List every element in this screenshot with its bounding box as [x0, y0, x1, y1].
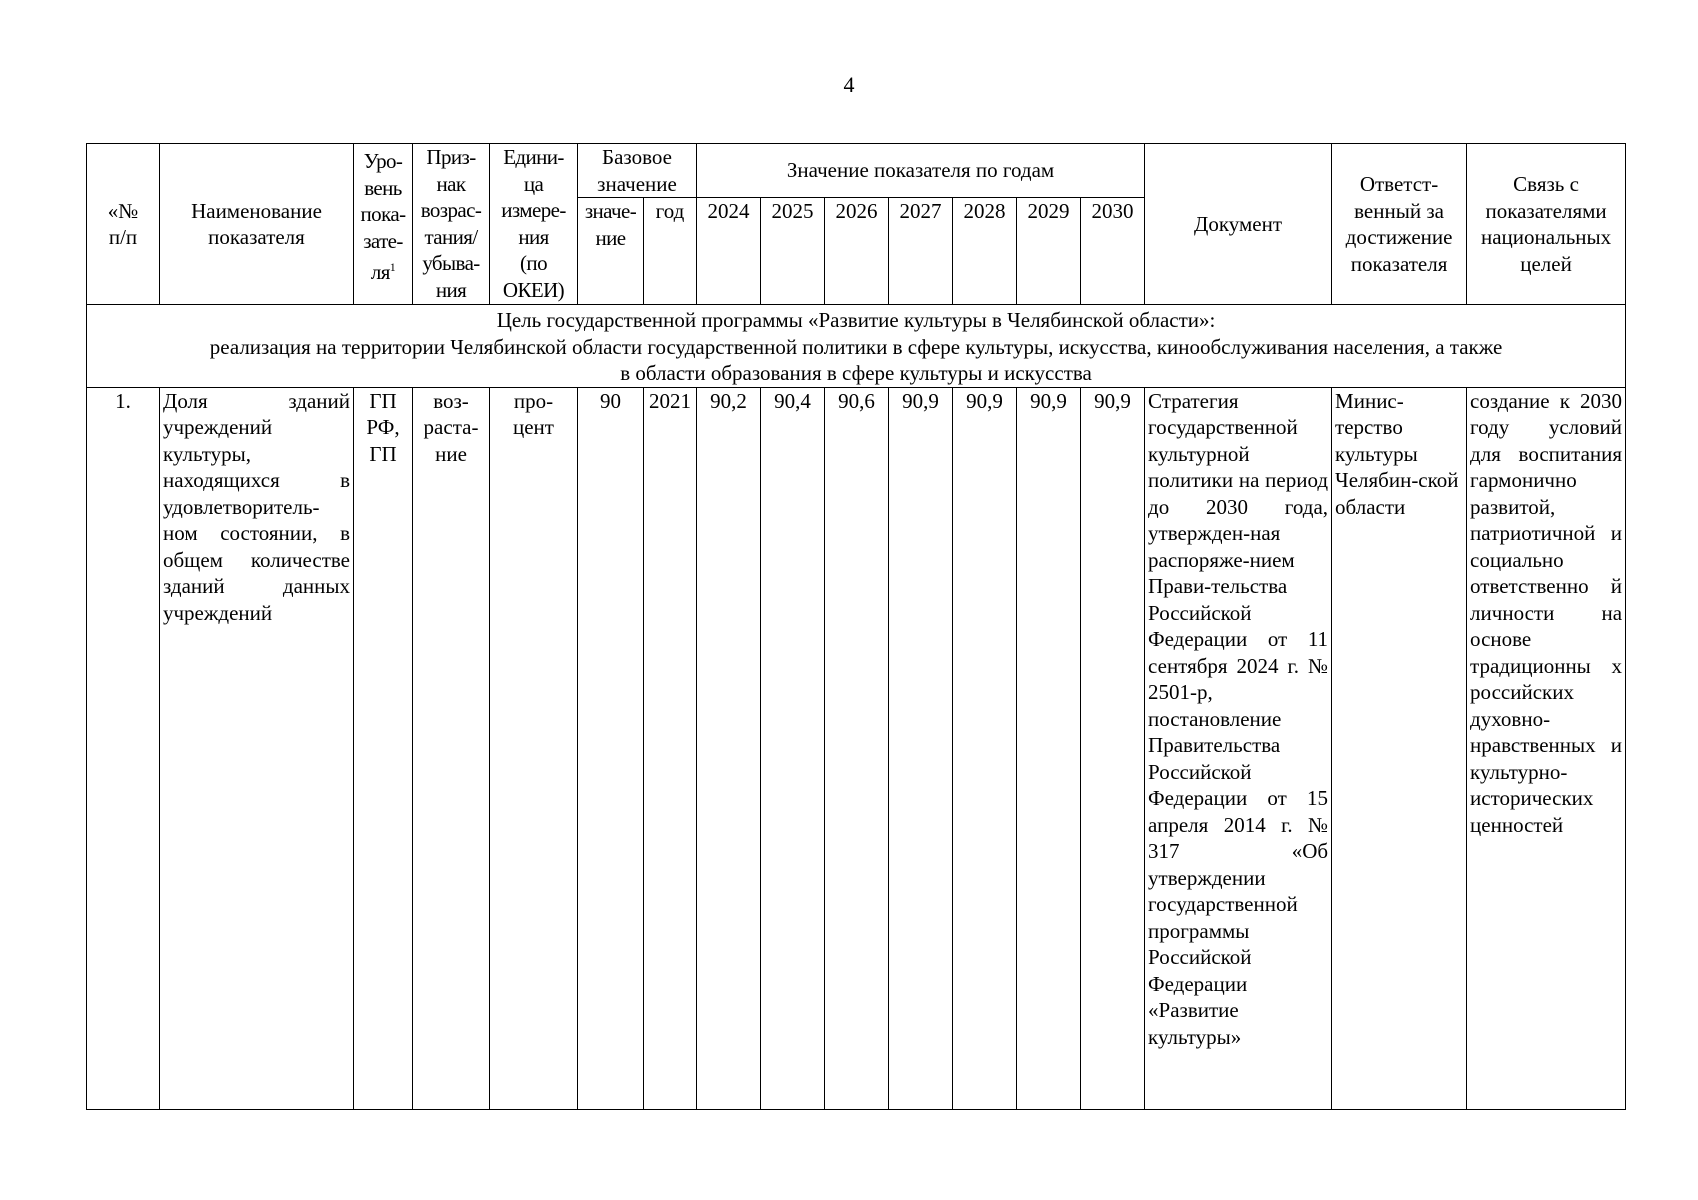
header-num: «№ п/п: [87, 144, 160, 305]
goal-row: [87, 305, 1626, 388]
cell-name: Доля зданий учреждений культуры, находящихся в удовлетворитель-ном состоянии, в общем количестве зданий данных учреждений: [160, 387, 354, 1109]
header-level: Уро- вень пока- зате- $ля^1$: [354, 144, 413, 305]
header-year-2029: 2029: [1017, 198, 1081, 305]
cell-value-2029: 90,9: [1017, 387, 1081, 1109]
header-name: Наименование показателя: [160, 144, 354, 305]
header-year-2025: 2025: [761, 198, 825, 305]
cell-responsible: Минис-терство культуры Челябин-ской области: [1332, 387, 1467, 1109]
cell-unit: про- цент: [490, 387, 578, 1109]
header-document: Документ: [1145, 144, 1332, 305]
header-year-2026: 2026: [825, 198, 889, 305]
header-year-2024: 2024: [697, 198, 761, 305]
header-sign: Приз- нак возрас- тания/ убыва- ния: [413, 144, 490, 305]
header-year-2028: 2028: [953, 198, 1017, 305]
cell-value-2024: 90,2: [697, 387, 761, 1109]
header-years-group: Значение показателя по годам: [697, 144, 1145, 198]
header-responsible: Ответст- венный за достижение показателя: [1332, 144, 1467, 305]
header-year-2027: 2027: [889, 198, 953, 305]
cell-base-value: 90: [578, 387, 644, 1109]
header-base: Базовое значение: [578, 144, 697, 198]
cell-base-year: 2021: [644, 387, 697, 1109]
header-link: Связь с показателями национальных целей: [1467, 144, 1626, 305]
header-base-year: год: [644, 198, 697, 305]
header-base-value: значе- ние: [578, 198, 644, 305]
cell-document: Стратегия государственной культурной политики на период до 2030 года, утвержден-ная распоряже-нием Прави-тельства Российской Федерации от 11 сентября 2024 г. № 2501-р, постановление Правительства Российской Федерации от 15 апреля 2014 г. № 317 «Об утверждении государственной программы Российской Федерации «Развитие культуры»: [1145, 387, 1332, 1109]
indicators-table: [86, 143, 1626, 1110]
goal-line-1: Цель государственной программы «Развитие культуры в Челябинской области»:: [496, 308, 1216, 332]
header-year-2030: 2030: [1081, 198, 1145, 305]
table-row: [87, 387, 1626, 1109]
goal-line-2: реализация на территории Челябинской области государственной политики в сфере культуры, искусства, кинообслуживания населения, а также: [209, 334, 1503, 359]
cell-num: 1.: [87, 387, 160, 1109]
goal-line-3: в области образования в сфере культуры и искусства: [620, 361, 1092, 385]
cell-sign: воз- раста- ние: [413, 387, 490, 1109]
cell-value-2027: 90,9: [889, 387, 953, 1109]
header-row-1: [87, 144, 1626, 198]
cell-link: создание к 2030 году условий для воспитания гармонично развитой, патриотичной и социально ответственно й личности на основе традиционны х российских духовно-нравственных и культурно-исторических ценностей: [1467, 387, 1626, 1109]
cell-value-2028: 90,9: [953, 387, 1017, 1109]
cell-value-2026: 90,6: [825, 387, 889, 1109]
page-number: 4: [843, 72, 855, 97]
header-unit: Едини- ца измере- ния (по ОКЕИ): [490, 144, 578, 305]
program-goal: [87, 305, 1626, 388]
cell-value-2030: 90,9: [1081, 387, 1145, 1109]
cell-level: ГП РФ, ГП: [354, 387, 413, 1109]
footnote-marker: 1: [389, 260, 396, 274]
cell-value-2025: 90,4: [761, 387, 825, 1109]
